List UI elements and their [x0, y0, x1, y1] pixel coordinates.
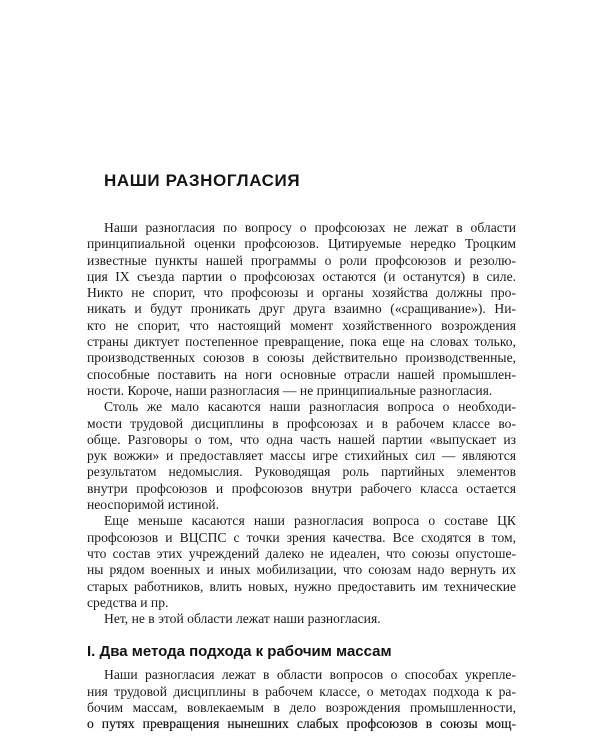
text-line: внутри профсоюзов и профсоюзов внутри рабочего класса остается [87, 480, 516, 496]
text-line: мости трудовой дисциплины в профсоюзах и в рабочем классе во- [87, 415, 516, 431]
text-line: принципиальной оценки профсоюзов. Цитируемые нередко Троцким [87, 236, 516, 252]
text-line: никать и будут проникать друг друга взаимно («сращивание»). Ни- [87, 301, 516, 317]
text-line: ния трудовой дисциплины в рабочем классе, о методах подхода к ра- [87, 683, 516, 699]
section-paragraphs [87, 667, 516, 732]
text-line: Наши разногласия лежат в области вопросов о способах укрепле- [104, 667, 516, 683]
text-line: рук вожжи» и предоставляет массы игре стихийных сил — являются [87, 448, 516, 464]
text-line: о путях превращения нынешних слабых профсоюзов в союзы мощ- [87, 716, 516, 732]
text-line: кто не спорит, что настоящий момент хозяйственного возрождения [87, 317, 516, 333]
text-line: средства и пр. [87, 594, 169, 610]
text-line: старых работников, влить новых, нужно предоставить им технические [87, 578, 516, 594]
text-line: профсоюзов и ВЦСПС с точки зрения качества. Все сходятся в том, [87, 529, 516, 545]
text-line: производственных союзов в союзы действительно производственные, [87, 350, 516, 366]
paragraph [87, 611, 516, 627]
intro-paragraphs [87, 220, 516, 627]
text-line: страны диктует постепенное превращение, пока еще на словах только, [87, 334, 516, 350]
paragraph [87, 667, 516, 732]
text-line: Нет, не в этой области лежат наши разногласия. [104, 611, 381, 627]
paragraph [87, 399, 516, 513]
text-line: результатом недомыслия. Руководящая роль партийных элементов [87, 464, 516, 480]
text-line: бочим массам, вовлекаемым в дело возрождения промышленности, [87, 700, 516, 716]
text-line: Никто не спорит, что профсоюзы и органы хозяйства должны про- [87, 285, 516, 301]
paragraph [87, 220, 516, 399]
text-block [87, 0, 516, 733]
text-line: ция IX съезда партии о профсоюзах остаются (и останутся) в силе. [87, 268, 516, 284]
text-line: неоспоримой истиной. [87, 497, 219, 513]
text-line: ны рядом военных и иных мобилизации, что союзам надо вернуть их [87, 562, 516, 578]
text-line: способные поставить на ноги основные отрасли нашей промышлен- [87, 366, 516, 382]
text-line: Еще меньше касаются наши разногласия вопроса о составе ЦК [104, 513, 516, 529]
text-line: Столь же мало касаются наши разногласия вопроса о необходи- [104, 399, 516, 415]
text-line: Наши разногласия по вопросу о профсоюзах не лежат в области [104, 220, 516, 235]
page-title: НАШИ РАЗНОГЛАСИЯ [104, 171, 301, 190]
text-line: известные пункты нашей программы о роли профсоюзов и резолю- [87, 252, 516, 268]
text-line: что состав этих учреждений далеко не идеален, что союзы опустоше- [87, 545, 516, 561]
text-line: ности. Короче, наши разногласия — не принципиальные разногласия. [87, 382, 493, 398]
text-line: обще. Разговоры о том, что одна часть нашей партии «выпускает из [87, 431, 516, 447]
section-heading: I. Два метода подхода к рабочим массам [87, 643, 392, 661]
paragraph [87, 513, 516, 611]
